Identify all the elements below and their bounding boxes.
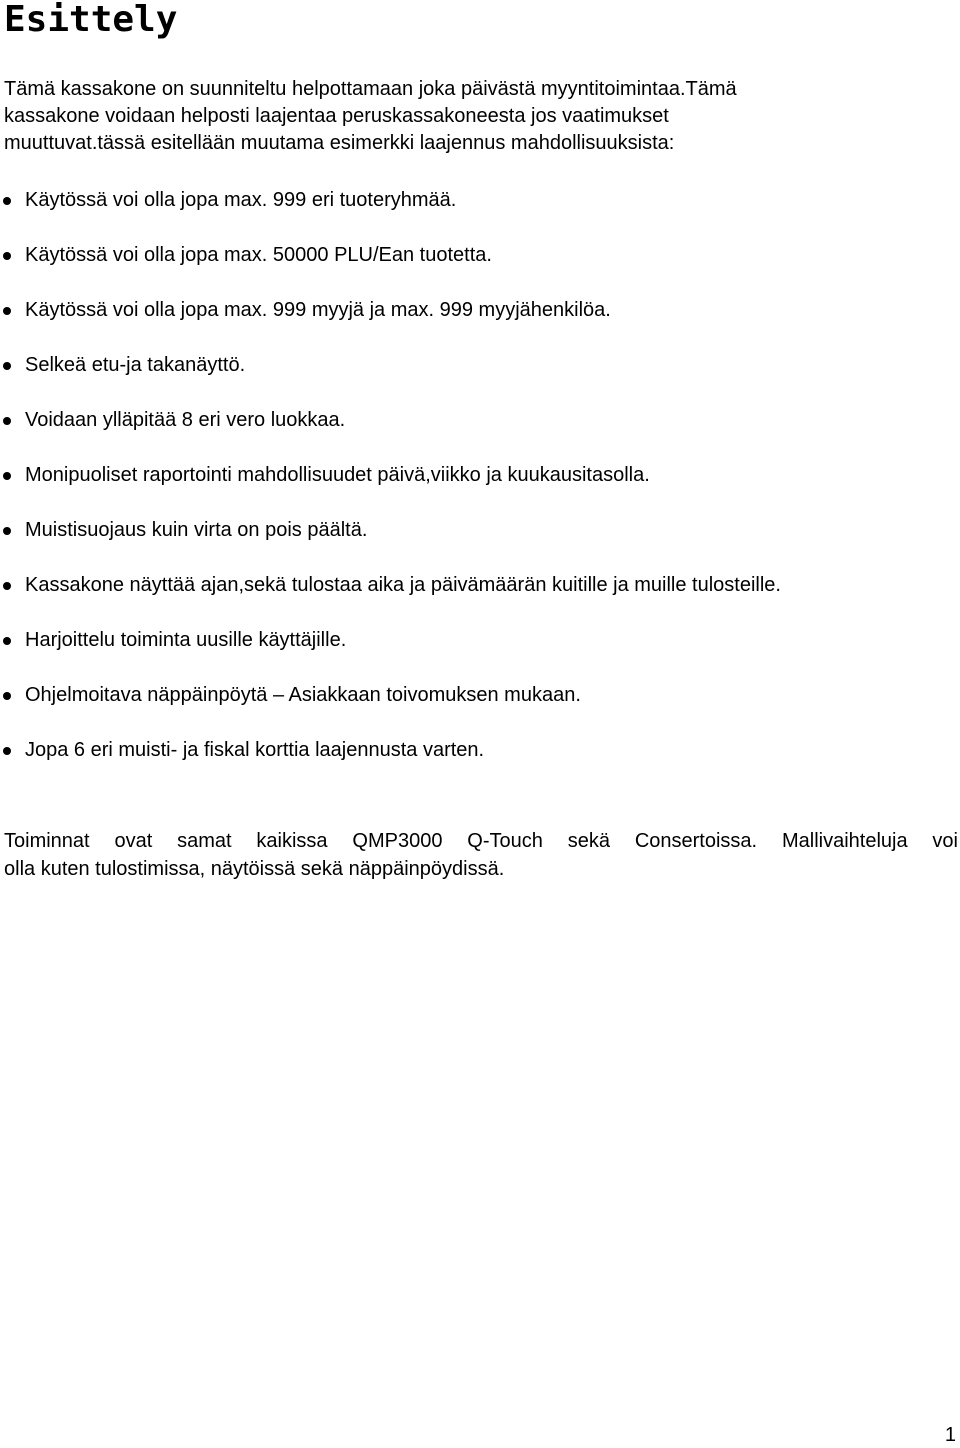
feature-text: Käytössä voi olla jopa max. 999 myyjä ja max. 999 myyjähenkilöa. xyxy=(25,299,611,321)
closing-line: Toiminnat ovat samat kaikissa QMP3000 Q-Touch sekä Consertoissa. Mallivaihteluja voi xyxy=(4,830,958,852)
feature-text: Muistisuojaus kuin virta on pois päältä. xyxy=(25,519,368,541)
intro-line: kassakone voidaan helposti laajentaa peruskassakoneesta jos vaatimukset xyxy=(4,105,669,127)
page-title: Esittely xyxy=(4,0,178,40)
feature-text: Selkeä etu-ja takanäyttö. xyxy=(25,354,246,376)
bullet-icon xyxy=(3,472,11,480)
feature-text: Käytössä voi olla jopa max. 50000 PLU/Ean tuotetta. xyxy=(25,244,492,266)
bullet-icon xyxy=(3,747,11,755)
feature-text: Harjoittelu toiminta uusille käyttäjille. xyxy=(25,629,347,651)
bullet-icon xyxy=(3,692,11,700)
closing-paragraph xyxy=(4,827,960,883)
bullet-icon xyxy=(3,582,11,590)
bullet-icon xyxy=(3,362,11,370)
feature-text: Jopa 6 eri muisti- ja fiskal korttia laajennusta varten. xyxy=(25,739,485,761)
page-number: 1 xyxy=(944,1424,956,1446)
bullet-icon xyxy=(3,417,11,425)
feature-text: Voidaan ylläpitää 8 eri vero luokkaa. xyxy=(25,409,346,431)
bullet-icon xyxy=(3,197,11,205)
bullet-icon xyxy=(3,637,11,645)
feature-text: Käytössä voi olla jopa max. 999 eri tuoteryhmää. xyxy=(25,189,457,211)
intro-line: Tämä kassakone on suunniteltu helpottamaan joka päivästä myyntitoimintaa.Tämä xyxy=(4,78,737,100)
bullet-icon xyxy=(3,252,11,260)
feature-text: Monipuoliset raportointi mahdollisuudet päivä,viikko ja kuukausitasolla. xyxy=(25,464,650,486)
intro-paragraph xyxy=(4,76,904,157)
closing-line: olla kuten tulostimissa, näytöissä sekä näppäinpöydissä. xyxy=(4,858,505,880)
feature-text: Kassakone näyttää ajan,sekä tulostaa aika ja päivämäärän kuitille ja muille tulosteille. xyxy=(25,574,781,596)
intro-line: muuttuvat.tässä esitellään muutama esimerkki laajennus mahdollisuuksista: xyxy=(4,132,675,154)
bullet-icon xyxy=(3,307,11,315)
feature-text: Ohjelmoitava näppäinpöytä – Asiakkaan toivomuksen mukaan. xyxy=(25,684,581,706)
bullet-icon xyxy=(3,527,11,535)
